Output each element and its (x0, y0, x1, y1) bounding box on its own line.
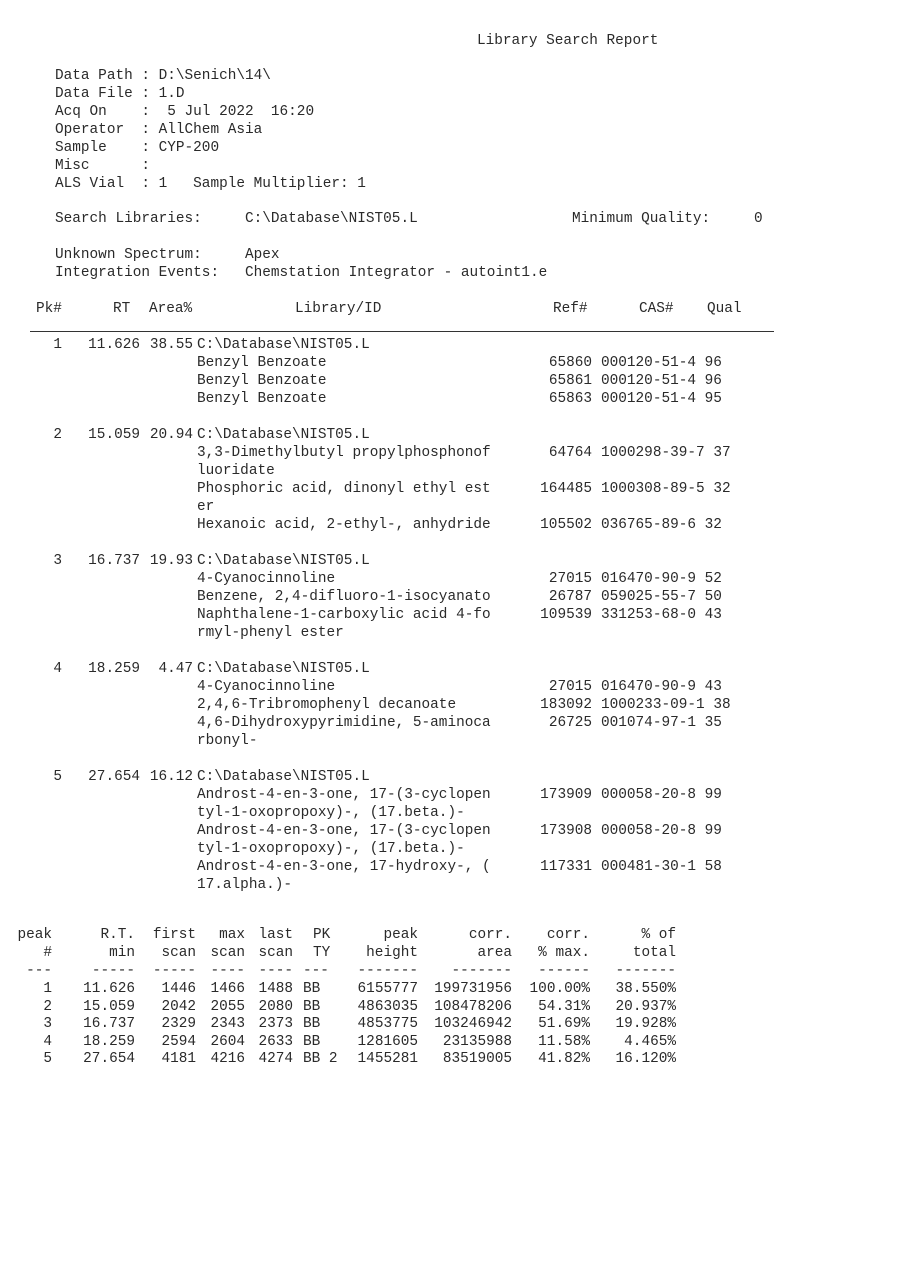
search-libraries-label: Search Libraries: (55, 211, 202, 227)
hit-qual: 96 (704, 355, 722, 371)
sum-corr-max: 54.31% (538, 998, 590, 1015)
sum-corr-area: 83519005 (442, 1051, 512, 1067)
sum-first: first (152, 927, 196, 943)
hit-cas: 000120-51-4 (601, 355, 696, 371)
sum-first: 1446 (161, 981, 196, 997)
sum-pk-ty: BB (303, 1033, 321, 1050)
peak-rt: 11.626 (88, 337, 140, 353)
report-title: Library Search Report (477, 33, 659, 49)
peak-area: 20.94 (149, 427, 193, 443)
hit-ref: 65863 (548, 391, 592, 407)
col-rt: RT (113, 301, 131, 317)
hit-name: 4-Cyanocinnoline (197, 679, 336, 695)
sum-corr-area: area (477, 945, 512, 961)
acq-on: Acq On : 5 Jul 2022 16:20 (55, 104, 315, 120)
sum-total: 20.937% (615, 998, 676, 1015)
sum-first: 4181 (161, 1051, 196, 1067)
hit-name: 2,4,6-Tribromophenyl decanoate (197, 697, 457, 713)
hit-ref: 183092 (540, 697, 592, 713)
sum-rt: R.T. (100, 927, 135, 943)
hit-name: Hexanoic acid, 2-ethyl-, anhydride (197, 517, 491, 533)
sum-corr-max: % max. (538, 945, 590, 961)
sum-last: 2633 (258, 1033, 293, 1050)
sum-corr-max: 11.58% (538, 1033, 590, 1050)
sum-corr-max: 41.82% (538, 1051, 590, 1067)
sum-corr-area: 199731956 (434, 981, 512, 997)
sum-pk-ty: BB (303, 1016, 321, 1032)
sum-total: ------- (615, 963, 676, 979)
sum-peak: peak (17, 927, 52, 943)
hit-cas: 1000233-09-1 (601, 697, 705, 713)
hit-ref: 65860 (548, 355, 592, 371)
sample: Sample : CYP-200 (55, 140, 220, 156)
hit-cas: 1000308-89-5 (601, 481, 705, 497)
data-path: Data Path : D:\Senich\14\ (55, 68, 271, 84)
col-qual: Qual (707, 301, 742, 317)
sum-max: scan (210, 945, 245, 961)
sum-peak: 5 (43, 1051, 52, 1067)
hit-name: Benzyl Benzoate (197, 355, 327, 371)
sum-corr-max: ------ (538, 963, 590, 979)
sum-corr-max: 100.00% (529, 981, 590, 997)
min-quality-value: 0 (754, 211, 763, 227)
integration-events-value: Chemstation Integrator - autoint1.e (245, 265, 548, 281)
peak-area: 16.12 (149, 769, 193, 785)
hit-cas: 000058-20-8 (601, 787, 696, 803)
sum-corr-area: 108478206 (434, 998, 512, 1015)
peak-library: C:\Database\NIST05.L (197, 661, 370, 677)
sum-rt: 18.259 (83, 1033, 135, 1050)
sum-height: 6155777 (357, 981, 418, 997)
hit-ref: 109539 (540, 607, 592, 623)
hit-name: Benzene, 2,4-difluoro-1-isocyanato (197, 589, 491, 605)
peak-number: 5 (53, 769, 62, 785)
unknown-spectrum-label: Unknown Spectrum: (55, 247, 202, 263)
data-file: Data File : 1.D (55, 86, 185, 102)
peak-number: 2 (53, 427, 62, 443)
peak-number: 4 (53, 661, 62, 677)
sum-peak: 2 (43, 998, 52, 1015)
col-pk: Pk# (36, 301, 62, 317)
peak-area: 19.93 (149, 553, 193, 569)
peak-number: 3 (53, 553, 62, 569)
hit-ref: 117331 (540, 859, 592, 875)
hit-ref: 105502 (540, 517, 592, 533)
sum-last: 2373 (258, 1016, 293, 1032)
sum-height: peak (383, 927, 418, 943)
hit-name: Androst-4-en-3-one, 17-(3-cyclopen (197, 787, 491, 803)
misc: Misc : (55, 158, 150, 174)
sum-height: ------- (357, 963, 418, 979)
hit-ref: 64764 (548, 445, 592, 461)
peak-library: C:\Database\NIST05.L (197, 769, 370, 785)
sum-pk-ty: --- (303, 963, 329, 979)
peak-rt: 27.654 (88, 769, 140, 785)
sum-max: ---- (210, 963, 245, 979)
hit-name-cont: rbonyl- (197, 733, 258, 749)
hit-name-cont: luoridate (197, 463, 275, 479)
sum-rt: 11.626 (83, 981, 135, 997)
sum-total: 16.120% (615, 1051, 676, 1067)
hit-name-cont: er (197, 499, 215, 515)
hit-cas: 059025-55-7 (601, 589, 696, 605)
sum-corr-area: corr. (468, 927, 512, 943)
hit-qual: 95 (704, 391, 722, 407)
hit-qual: 99 (704, 823, 722, 839)
sum-first: 2594 (161, 1033, 196, 1050)
hit-cas: 016470-90-9 (601, 571, 696, 587)
hit-ref: 26787 (548, 589, 592, 605)
sum-rt: min (109, 945, 135, 961)
hit-cas: 036765-89-6 (601, 517, 696, 533)
hit-cas: 000120-51-4 (601, 391, 696, 407)
integration-events-label: Integration Events: (55, 265, 220, 281)
sum-pk-ty: PK (313, 927, 331, 943)
peak-library: C:\Database\NIST05.L (197, 337, 370, 353)
sum-total: 4.465% (624, 1033, 676, 1050)
sum-max: max (219, 927, 245, 943)
sum-corr-area: 23135988 (442, 1033, 512, 1050)
hit-ref: 173908 (540, 823, 592, 839)
peak-rt: 15.059 (88, 427, 140, 443)
sum-peak: 4 (43, 1033, 52, 1050)
hit-ref: 27015 (548, 571, 592, 587)
sum-height: 1455281 (357, 1051, 418, 1067)
sum-peak: 3 (43, 1016, 52, 1032)
sum-first: 2329 (161, 1016, 196, 1032)
hit-name: Naphthalene-1-carboxylic acid 4-fo (197, 607, 491, 623)
sum-last: scan (258, 945, 293, 961)
hit-qual: 37 (713, 445, 731, 461)
peak-library: C:\Database\NIST05.L (197, 553, 370, 569)
header-divider (30, 331, 774, 332)
hit-ref: 65861 (548, 373, 592, 389)
hit-ref: 27015 (548, 679, 592, 695)
sum-corr-area: 103246942 (434, 1016, 512, 1032)
sum-last: ---- (258, 963, 293, 979)
sum-peak: 1 (43, 981, 52, 997)
hit-cas: 1000298-39-7 (601, 445, 705, 461)
sum-last: 1488 (258, 981, 293, 997)
sum-peak: --- (26, 963, 52, 979)
peak-rt: 16.737 (88, 553, 140, 569)
sum-height: 1281605 (357, 1033, 418, 1050)
sum-rt: 15.059 (83, 998, 135, 1015)
sum-height: 4863035 (357, 998, 418, 1015)
sum-total: 19.928% (615, 1016, 676, 1032)
hit-ref: 26725 (548, 715, 592, 731)
peak-area: 38.55 (149, 337, 193, 353)
hit-name-cont: 17.alpha.)- (197, 877, 292, 893)
sum-max: 2055 (210, 998, 245, 1015)
sum-total: 38.550% (615, 981, 676, 997)
search-libraries-value: C:\Database\NIST05.L (245, 211, 418, 227)
hit-qual: 96 (704, 373, 722, 389)
hit-qual: 38 (713, 697, 731, 713)
hit-name: 4-Cyanocinnoline (197, 571, 336, 587)
sum-pk-ty: TY (313, 945, 331, 961)
sum-pk-ty: BB 2 (303, 1051, 338, 1067)
hit-qual: 99 (704, 787, 722, 803)
sum-first: scan (161, 945, 196, 961)
hit-qual: 32 (704, 517, 722, 533)
sum-height: 4853775 (357, 1016, 418, 1032)
hit-name-cont: tyl-1-oxopropoxy)-, (17.beta.)- (197, 805, 465, 821)
hit-cas: 000058-20-8 (601, 823, 696, 839)
hit-name: Androst-4-en-3-one, 17-(3-cyclopen (197, 823, 491, 839)
hit-name: 3,3-Dimethylbutyl propylphosphonof (197, 445, 491, 461)
col-area: Area% (149, 301, 193, 317)
sum-corr-max: corr. (546, 927, 590, 943)
hit-ref: 173909 (540, 787, 592, 803)
peak-library: C:\Database\NIST05.L (197, 427, 370, 443)
sum-height: height (366, 945, 418, 961)
sum-corr-area: ------- (451, 963, 512, 979)
hit-qual: 43 (704, 607, 722, 623)
sum-max: 4216 (210, 1051, 245, 1067)
sum-corr-max: 51.69% (538, 1016, 590, 1032)
min-quality-label: Minimum Quality: (572, 211, 711, 227)
hit-name: Benzyl Benzoate (197, 373, 327, 389)
sum-last: 2080 (258, 998, 293, 1015)
hit-name-cont: rmyl-phenyl ester (197, 625, 344, 641)
sum-max: 2343 (210, 1016, 245, 1032)
peak-rt: 18.259 (88, 661, 140, 677)
sum-last: 4274 (258, 1051, 293, 1067)
unknown-spectrum-value: Apex (245, 247, 280, 263)
hit-cas: 001074-97-1 (601, 715, 696, 731)
hit-qual: 32 (713, 481, 731, 497)
sum-first: 2042 (161, 998, 196, 1015)
hit-qual: 52 (704, 571, 722, 587)
sum-rt: ----- (91, 963, 135, 979)
hit-qual: 35 (704, 715, 722, 731)
col-cas: CAS# (639, 301, 674, 317)
sum-max: 2604 (210, 1033, 245, 1050)
hit-ref: 164485 (540, 481, 592, 497)
hit-cas: 000481-30-1 (601, 859, 696, 875)
als-vial: ALS Vial : 1 Sample Multiplier: 1 (55, 176, 366, 192)
sum-rt: 16.737 (83, 1016, 135, 1032)
hit-cas: 331253-68-0 (601, 607, 696, 623)
sum-pk-ty: BB (303, 981, 321, 997)
sum-first: ----- (152, 963, 196, 979)
peak-area: 4.47 (158, 661, 193, 677)
hit-qual: 43 (704, 679, 722, 695)
hit-cas: 016470-90-9 (601, 679, 696, 695)
hit-name: Androst-4-en-3-one, 17-hydroxy-, ( (197, 859, 491, 875)
hit-name: Phosphoric acid, dinonyl ethyl est (197, 481, 491, 497)
sum-max: 1466 (210, 981, 245, 997)
sum-rt: 27.654 (83, 1051, 135, 1067)
operator: Operator : AllChem Asia (55, 122, 263, 138)
hit-qual: 58 (704, 859, 722, 875)
hit-name-cont: tyl-1-oxopropoxy)-, (17.beta.)- (197, 841, 465, 857)
hit-name: 4,6-Dihydroxypyrimidine, 5-aminoca (197, 715, 491, 731)
sum-total: % of (641, 927, 676, 943)
sum-last: last (258, 927, 293, 943)
sum-pk-ty: BB (303, 998, 321, 1015)
col-library: Library/ID (295, 301, 382, 317)
sum-total: total (632, 945, 676, 961)
col-ref: Ref# (553, 301, 588, 317)
peak-number: 1 (53, 337, 62, 353)
hit-cas: 000120-51-4 (601, 373, 696, 389)
sum-peak: # (43, 945, 52, 961)
hit-name: Benzyl Benzoate (197, 391, 327, 407)
hit-qual: 50 (704, 589, 722, 605)
